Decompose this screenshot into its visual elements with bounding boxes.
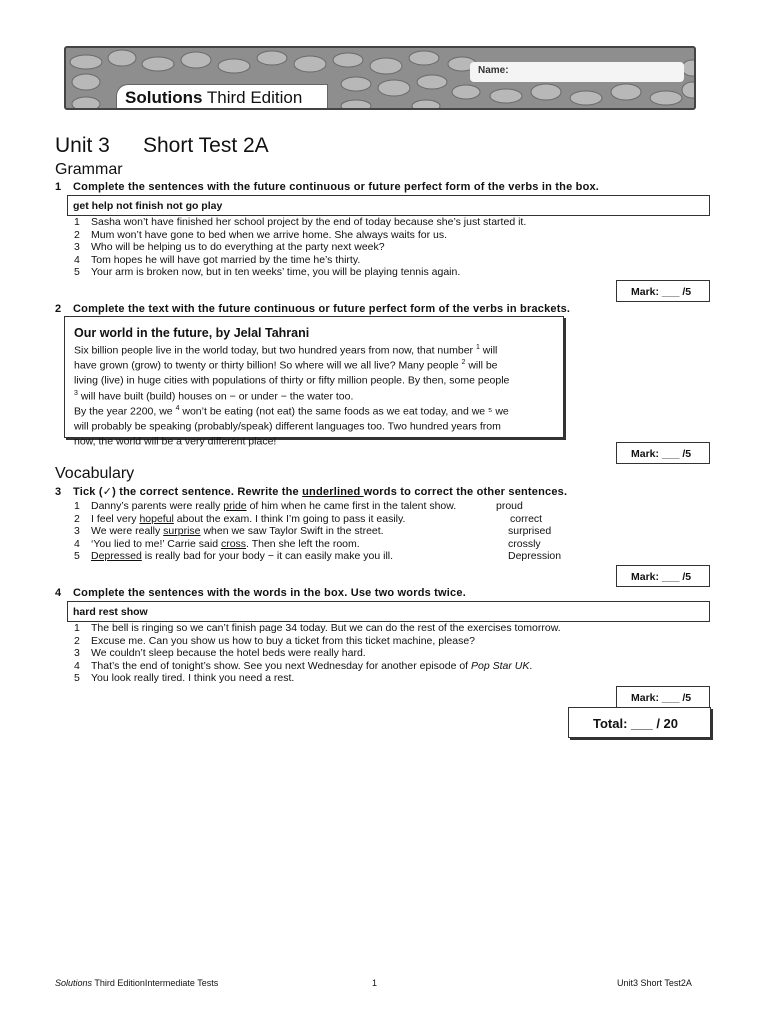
list-item xyxy=(74,266,526,279)
item-text: when we saw Taylor Swift in the street. xyxy=(200,525,384,538)
text-line xyxy=(74,433,555,448)
item-number: 3 xyxy=(74,647,80,660)
line-text: Six billion people live in the world today, but two hundred years from now, that number xyxy=(74,344,476,357)
tick-icon: ✓ xyxy=(102,486,113,498)
text-line xyxy=(74,372,555,387)
list-item xyxy=(74,635,561,648)
name-field[interactable]: Name: xyxy=(470,62,684,82)
item-number: 4 xyxy=(74,537,80,550)
total-score: Total: ___ / 20 xyxy=(568,707,711,738)
item-number: 1 xyxy=(74,216,80,228)
text-line xyxy=(74,418,555,433)
item-number: 4 xyxy=(74,659,80,672)
underlined-word: hopeful xyxy=(139,512,174,525)
q3-list xyxy=(74,500,562,563)
test-label: Short Test 2A xyxy=(143,134,269,157)
list-item xyxy=(74,660,561,673)
answer-text: surprised xyxy=(508,525,552,538)
line-text: By the year 2200, we xyxy=(74,405,176,418)
item-number: 3 xyxy=(74,241,80,254)
item-text: Who will be helping us to do everything at the party next week? xyxy=(91,241,385,254)
item-number: 2 xyxy=(74,512,80,525)
q1-mark: Mark: ___ /5 xyxy=(616,280,710,302)
answer-text: Depression xyxy=(508,550,562,563)
item-text: Sasha won’t have finished her school project by the end of today because she’s just started it. xyxy=(91,216,527,228)
item-text: I feel very xyxy=(91,512,140,525)
q1-list xyxy=(74,216,526,279)
list-item xyxy=(74,622,561,635)
answer-text: correct xyxy=(510,512,543,525)
list-item xyxy=(74,512,543,526)
item-number: 5 xyxy=(74,672,80,685)
answer-text: proud xyxy=(496,500,523,512)
list-item xyxy=(74,525,552,538)
item-text: is really bad for your body − it can easily make you ill. xyxy=(141,550,394,563)
line-text: will probably be speaking (probably/speak) different languages too. Two hundred years from xyxy=(74,420,501,433)
answer-text: crossly xyxy=(508,537,541,550)
list-item xyxy=(74,550,562,563)
item-text: The bell is ringing so we can’t finish page 34 today. But we can do the rest of the exercises tomorrow. xyxy=(91,622,561,634)
underlined-word: pride xyxy=(223,500,247,512)
q4-list xyxy=(74,622,561,685)
item-number: 3 xyxy=(74,525,80,538)
item-text: . Then she left the room. xyxy=(246,537,360,550)
item-text: about the exam. I think I’m going to pass it easily. xyxy=(173,512,406,525)
list-item xyxy=(74,500,523,513)
q3-mark: Mark: ___ /5 xyxy=(616,565,710,587)
vocabulary-heading: Vocabulary xyxy=(55,465,135,482)
q2-text-body xyxy=(74,342,555,448)
q1-instruction: 1 Complete the sentences with the future continuous or future perfect form of the verbs in the box. xyxy=(55,181,600,193)
list-item xyxy=(74,229,526,242)
q3-instruction: 3 Tick (✓) the correct sentence. Rewrite the underlined words to correct the other sentences. xyxy=(55,486,568,498)
line-text: have grown (grow) to twenty or thirty billion! So where will we all live? Many people xyxy=(74,359,462,372)
item-title: Pop Star UK xyxy=(471,659,530,672)
q2-instruction: 2 Complete the text with the future continuous or future perfect form of the verbs in brackets. xyxy=(55,303,571,315)
line-text: won’t be eating (not eat) the same foods as we eat today, and we ⁵ we xyxy=(179,405,509,418)
line-text: will have built (build) houses on − or under − the water too. xyxy=(77,390,354,403)
q1-word-box: get help not finish not go play xyxy=(67,195,710,216)
item-number: 4 xyxy=(74,253,80,266)
item-number: 1 xyxy=(74,622,80,634)
item-number: 2 xyxy=(74,228,80,241)
item-text: Tom hopes he will have got married by the time he’s thirty. xyxy=(91,253,361,266)
text-line xyxy=(74,357,555,372)
underlined-word: cross xyxy=(220,537,247,550)
underlined-word: surprise xyxy=(163,525,201,538)
list-item xyxy=(74,647,561,660)
gap-number: 4 xyxy=(175,404,180,412)
item-text: Your arm is broken now, but in ten weeks’ time, you will be playing tennis again. xyxy=(91,266,461,279)
list-item xyxy=(74,537,541,551)
footer-right: Unit3 Short Test2A xyxy=(617,978,692,988)
text-line xyxy=(74,388,555,403)
gap-number: 2 xyxy=(461,359,466,367)
list-item xyxy=(74,241,526,254)
unit-label: Unit 3 xyxy=(55,134,110,157)
item-text: . xyxy=(529,659,533,672)
item-text: That’s the end of tonight’s show. See you next Wednesday for another episode of xyxy=(91,659,472,672)
gap-number: 1 xyxy=(475,344,480,351)
item-text: We were really xyxy=(91,525,164,538)
item-text: of him when he came first in the talent show. xyxy=(246,500,457,512)
line-text: living (live) in huge cities with populations of thirty or fifty million people. By then, some people xyxy=(74,374,510,387)
item-text: Danny’s parents were really xyxy=(91,500,224,512)
item-text: ‘You lied to me!’ Carrie said xyxy=(91,537,221,550)
item-number: 5 xyxy=(74,550,80,563)
item-text: You look really tired. I think you need a rest. xyxy=(91,672,295,685)
q4-instruction: 4 Complete the sentences with the words in the box. Use two words twice. xyxy=(55,587,466,599)
page-title xyxy=(55,134,269,158)
q2-mark: Mark: ___ /5 xyxy=(616,442,710,464)
item-text: We couldn’t sleep because the hotel beds were really hard. xyxy=(91,647,366,660)
page-number: 1 xyxy=(372,978,378,988)
item-text: Excuse me. Can you show us how to buy a ticket from this ticket machine, please? xyxy=(91,634,476,647)
gap-number: 3 xyxy=(74,389,78,397)
grammar-heading: Grammar xyxy=(55,161,123,178)
q2-text-title: Our world in the future, by Jelal Tahrani xyxy=(74,326,310,340)
line-text: will xyxy=(479,344,498,357)
text-line xyxy=(74,342,555,357)
underlined-word: Depressed xyxy=(91,550,142,563)
q2-text-box xyxy=(64,316,564,448)
item-number: 2 xyxy=(74,634,80,647)
line-text: now, the world will be a very different place! xyxy=(74,435,277,448)
text-line xyxy=(74,403,555,418)
item-number: 1 xyxy=(74,500,80,512)
list-item xyxy=(74,254,526,267)
item-number: 5 xyxy=(74,266,80,279)
list-item xyxy=(74,672,561,685)
q4-word-box: hard rest show xyxy=(67,601,710,622)
footer-left: Solutions Third EditionIntermediate Tests xyxy=(55,978,219,988)
list-item xyxy=(74,216,526,229)
item-text: Mum won’t have gone to bed when we arrive home. She always waits for us. xyxy=(91,228,448,241)
line-text: will be xyxy=(465,359,498,372)
q4-mark: Mark: ___ /5 xyxy=(616,686,710,708)
brand-logo: Solutions Third Edition xyxy=(116,84,328,110)
header-banner xyxy=(64,46,696,110)
